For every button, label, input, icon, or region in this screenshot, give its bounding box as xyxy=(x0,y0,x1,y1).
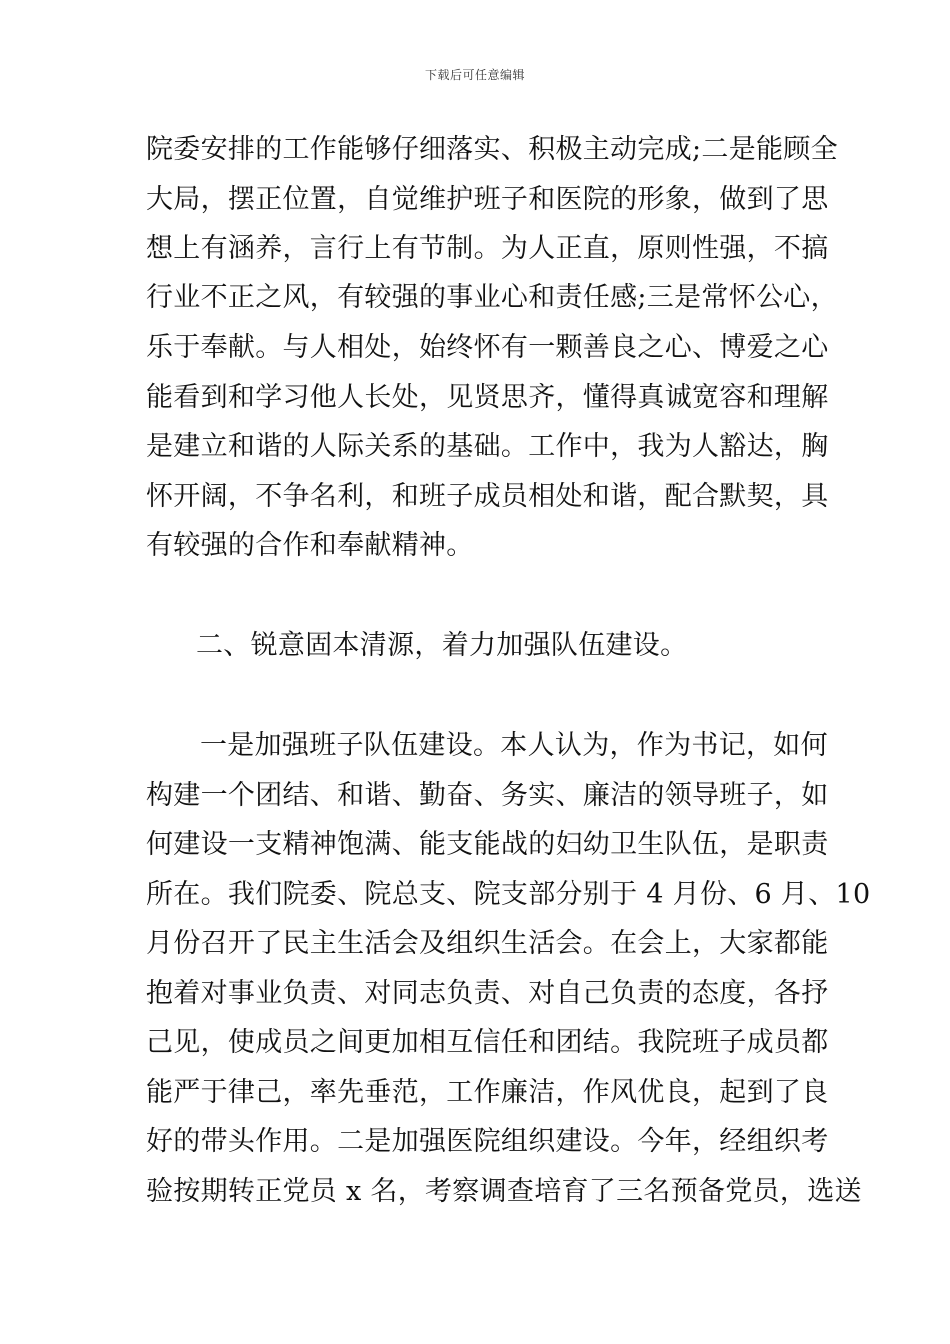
paragraph-line: 怀开阔，不争名利，和班子成员相处和谐，配合默契，具 xyxy=(146,481,829,512)
paragraph-line: 抱着对事业负责、对同志负责、对自己负责的态度，各抒 xyxy=(146,978,829,1009)
paragraph-line: 想上有涵养，言行上有节制。为人正直，原则性强，不搞 xyxy=(146,233,829,264)
paragraph-line: 能严于律己，率先垂范，工作廉洁，作风优良，起到了良 xyxy=(146,1077,829,1108)
paragraph-line: 有较强的合作和奉献精神。 xyxy=(146,530,474,561)
paragraph-line: 好的带头作用。二是加强医院组织建设。今年，经组织考 xyxy=(146,1126,829,1157)
page-header-note: 下载后可任意编辑 xyxy=(424,68,525,82)
paragraph-line: 行业不正之风，有较强的事业心和责任感;三是常怀公心， xyxy=(146,282,838,313)
paragraph-line: 一是加强班子队伍建设。本人认为，作为书记，如何 xyxy=(200,730,828,761)
paragraph-line: 构建一个团结、和谐、勤奋、务实、廉洁的领导班子，如 xyxy=(146,780,829,811)
paragraph-line: 乐于奉献。与人相处，始终怀有一颗善良之心、博爱之心 xyxy=(146,332,829,363)
paragraph-line: 己见，使成员之间更加相互信任和团结。我院班子成员都 xyxy=(146,1027,829,1058)
paragraph-line: 是建立和谐的人际关系的基础。工作中，我为人豁达，胸 xyxy=(146,431,829,462)
paragraph-line: 月份召开了民主生活会及组织生活会。在会上，大家都能 xyxy=(146,928,829,959)
section-heading: 二、锐意固本清源，着力加强队伍建设。 xyxy=(196,630,688,661)
paragraph-line: 能看到和学习他人长处，见贤思齐，懂得真诚宽容和理解 xyxy=(146,382,829,413)
paragraph-line: 大局，摆正位置，自觉维护班子和医院的形象，做到了思 xyxy=(146,184,829,215)
paragraph-line: 何建设一支精神饱满、能支能战的妇幼卫生队伍，是职责 xyxy=(146,829,829,860)
paragraph-line: 验按期转正党员 x 名，考察调查培育了三名预备党员，选送 xyxy=(146,1176,862,1207)
paragraph-line: 院委安排的工作能够仔细落实、积极主动完成;二是能顾全 xyxy=(146,134,838,165)
paragraph-line: 所在。我们院委、院总支、院支部分别于 4 月份、6 月、10 xyxy=(146,879,871,910)
